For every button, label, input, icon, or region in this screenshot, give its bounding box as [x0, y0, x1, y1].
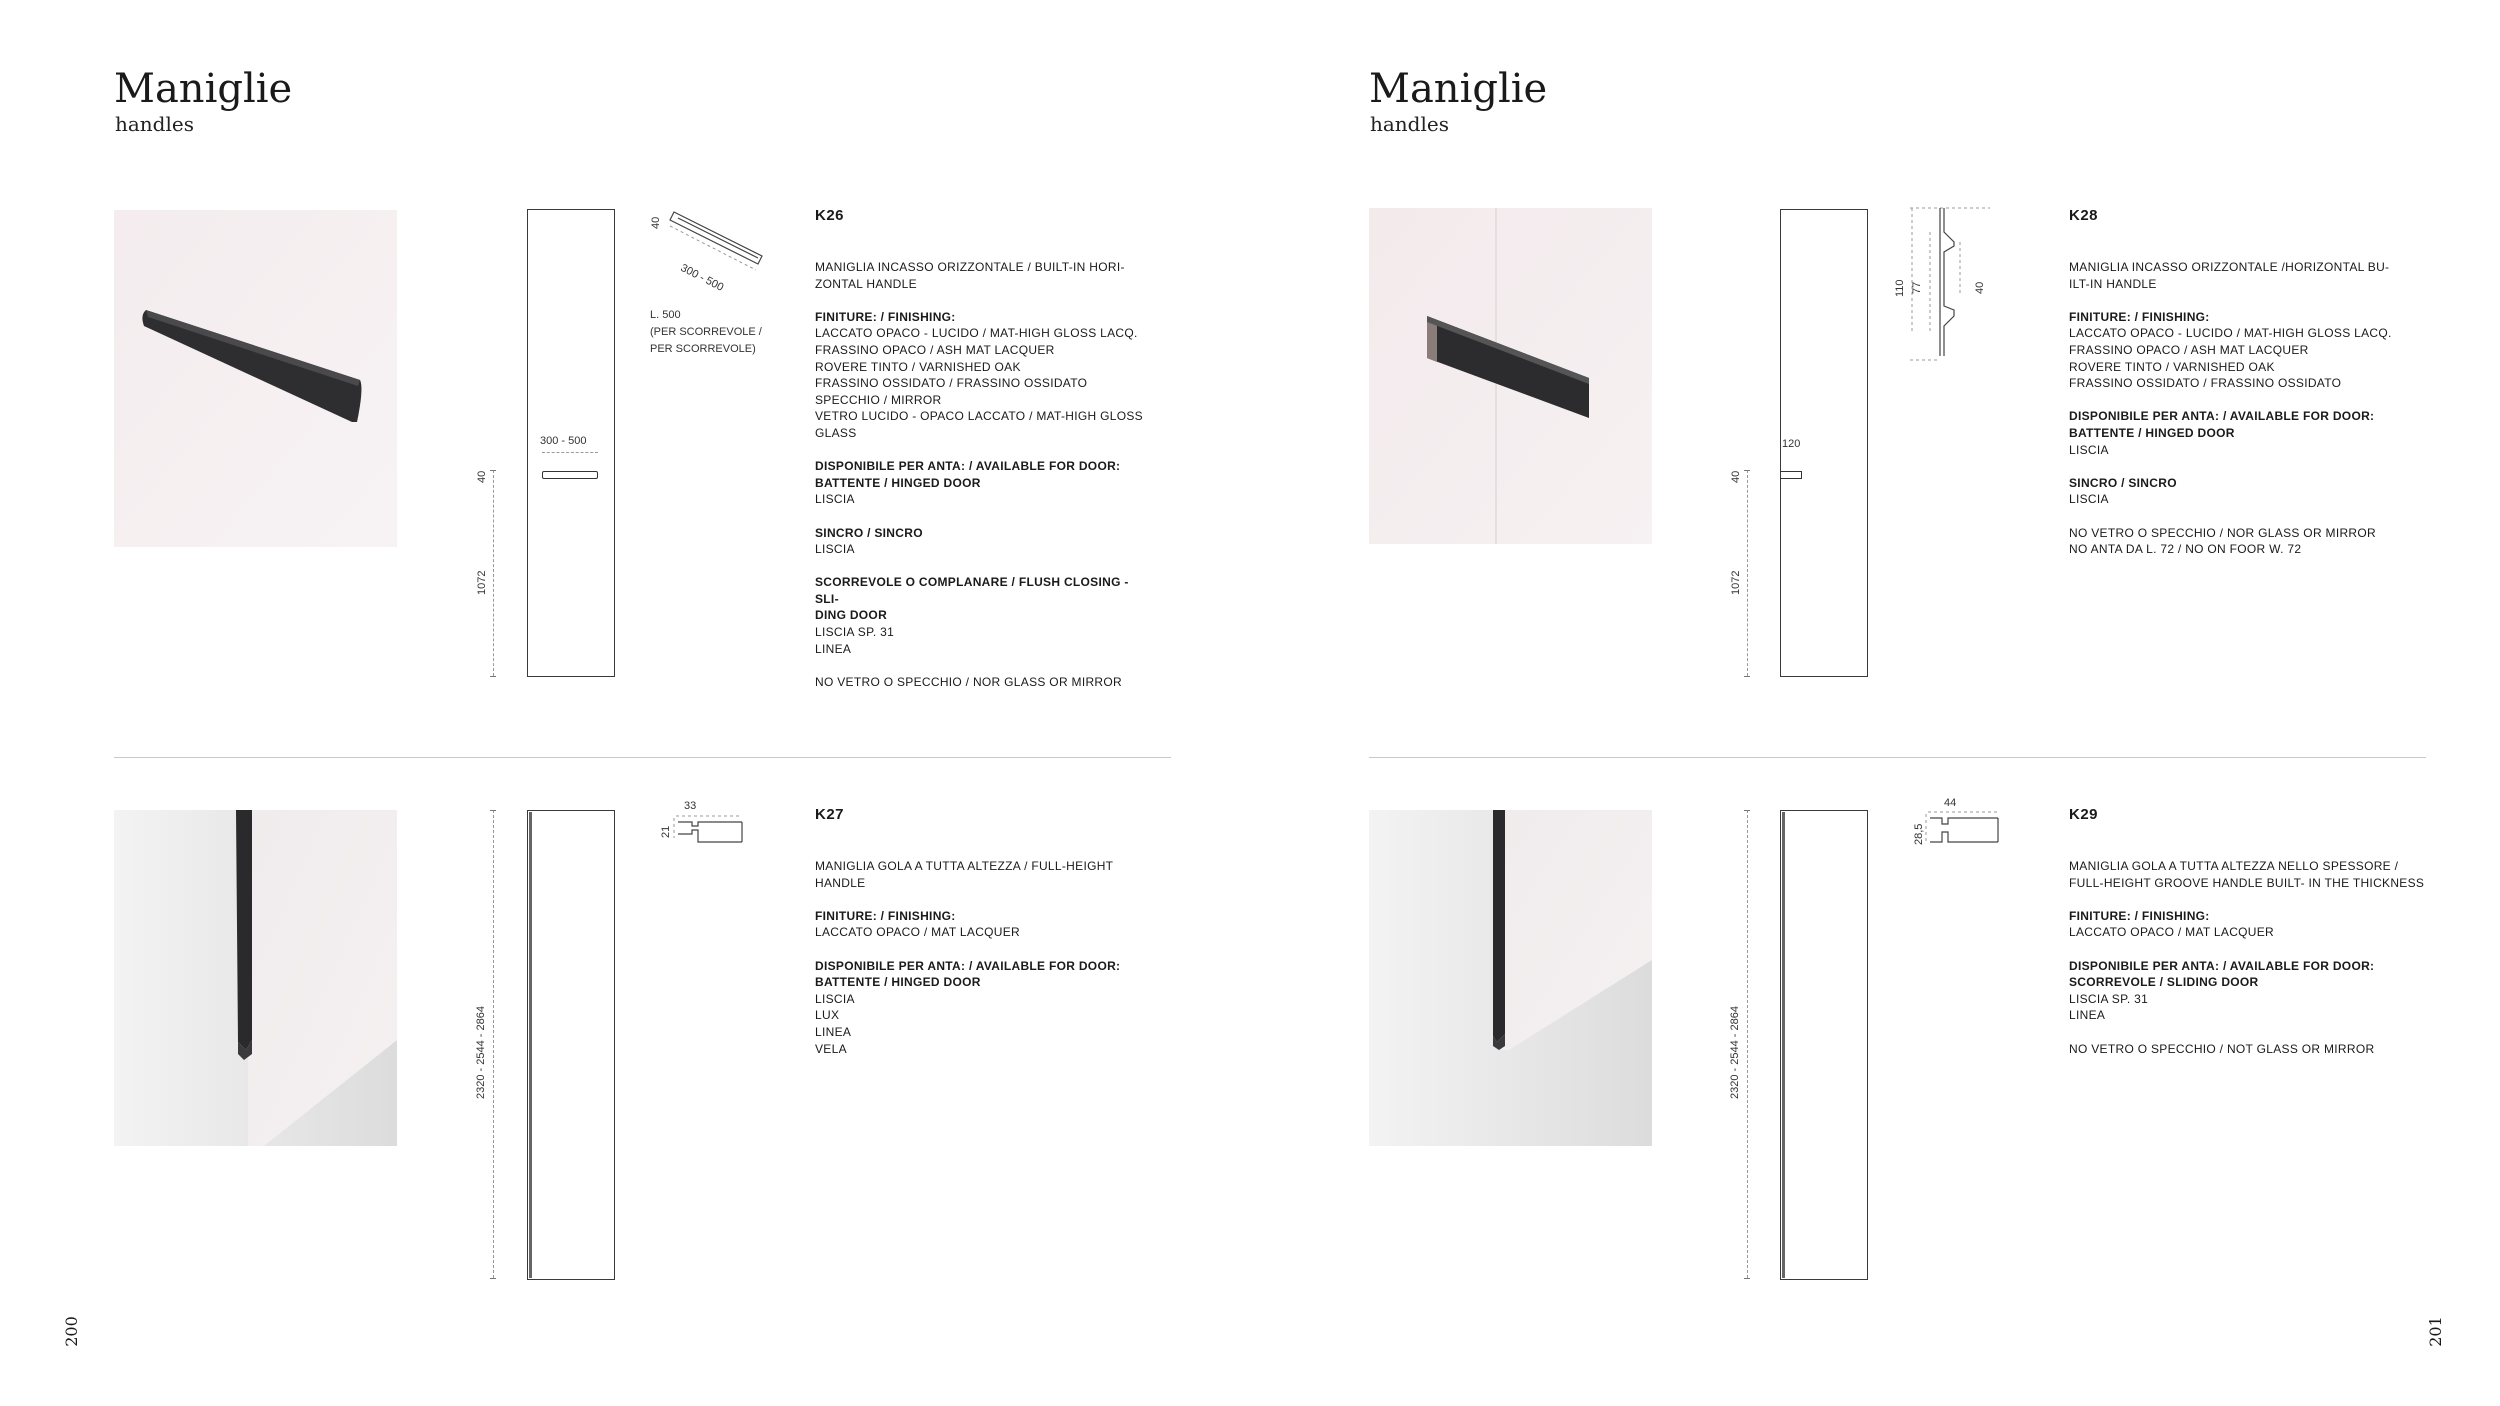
k26-dim-40: 40 [476, 470, 488, 483]
k26-availability-item: LISCIA [815, 492, 855, 507]
k29-dim-height: 2320 - 2544 - 2864 [1729, 1006, 1741, 1099]
k27-door-groove [529, 812, 532, 1278]
k26-finish-item: GLASS [815, 425, 857, 440]
right-page-number: 201 [2425, 1316, 2445, 1347]
k28-profile-dim-77: 77 [1911, 281, 1923, 294]
k27-code: K27 [815, 806, 845, 823]
k26-finish-item: VETRO LUCIDO - OPACO LACCATO / MAT-HIGH GLOSS [815, 409, 1143, 424]
k28-availability-heading: BATTENTE / HINGED DOOR [2069, 425, 2235, 440]
k27-spec-block [815, 858, 1155, 1074]
k29-availability-item: LISCIA SP. 31 [2069, 991, 2149, 1006]
k27-dim-height: 2320 - 2544 - 2864 [475, 1006, 487, 1099]
k26-product-photo [114, 210, 397, 547]
k26-scorrevole-item: LINEA [815, 641, 852, 656]
k27-door-drawing [527, 810, 615, 1280]
k29-desc-line: FULL-HEIGHT GROOVE HANDLE BUILT- IN THE THICKNESS [2069, 875, 2425, 890]
k26-desc-line: MANIGLIA INCASSO ORIZZONTALE / BUILT-IN HORI- [815, 260, 1125, 274]
k28-dim-120: 120 [1782, 438, 1801, 450]
k26-dim-tick [490, 470, 496, 471]
k28-finish-item: FRASSINO OPACO / ASH MAT LACQUER [2069, 342, 2309, 357]
k26-profile-dim-length: 300 - 500 [678, 262, 726, 294]
k26-profile-drawing [650, 206, 770, 286]
k28-finish-item: LACCATO OPACO - LUCIDO / MAT-HIGH GLOSS LACQ. [2069, 326, 2392, 341]
k28-availability-item: LISCIA [2069, 442, 2109, 457]
k28-desc-line: ILT-IN HANDLE [2069, 276, 2157, 291]
k26-note-l500: L. 500 [650, 309, 681, 321]
k29-dim-vertical-line [1747, 810, 1748, 1278]
k26-finish-heading: FINITURE: / FINISHING: [815, 309, 956, 324]
k26-dim-handle-length: 300 - 500 [540, 435, 587, 447]
k28-sincro-heading: SINCRO / SINCRO [2069, 475, 2177, 490]
k29-dim-tick [1744, 1278, 1750, 1279]
k29-availability-item: LINEA [2069, 1008, 2106, 1023]
k26-spec-block [815, 259, 1155, 707]
k26-finish-item: LACCATO OPACO - LUCIDO / MAT-HIGH GLOSS LACQ. [815, 326, 1138, 341]
k29-profile-dim-28: 28,5 [1913, 823, 1925, 845]
k27-dim-tick [490, 1278, 496, 1279]
k28-desc-line: MANIGLIA INCASSO ORIZZONTALE /HORIZONTAL BU- [2069, 260, 2390, 274]
k26-note: NO VETRO O SPECCHIO / NOR GLASS OR MIRROR [815, 674, 1123, 689]
k28-dim-40: 40 [1730, 470, 1742, 483]
k29-profile-drawing [1922, 808, 2002, 852]
k28-door-handle [1780, 471, 1802, 479]
k26-dim-line [542, 452, 598, 453]
k26-sincro-item: LISCIA [815, 542, 855, 557]
k26-finish-item: ROVERE TINTO / VARNISHED OAK [815, 359, 1021, 374]
k27-finish-item: LACCATO OPACO / MAT LACQUER [815, 925, 1021, 940]
k28-spec-block [2069, 259, 2409, 574]
k29-finish-item: LACCATO OPACO / MAT LACQUER [2069, 925, 2275, 940]
k27-availability-item: LUX [815, 1008, 840, 1023]
k26-availability-heading: DISPONIBILE PER ANTA: / AVAILABLE FOR DOOR: [815, 459, 1121, 474]
k27-profile-dim-33: 33 [684, 800, 697, 812]
k28-dim-tick [1744, 470, 1750, 471]
k26-door-handle [542, 471, 598, 479]
k26-note-scorrevole-2: PER SCORREVOLE) [650, 343, 756, 355]
k26-dim-vertical-line [493, 470, 494, 676]
k28-profile-dim-110: 110 [1894, 279, 1906, 297]
left-page-title: Maniglie [114, 66, 293, 112]
k26-dim-tick [490, 676, 496, 677]
k26-dim-1072: 1072 [476, 570, 488, 595]
k29-finish-heading: FINITURE: / FINISHING: [2069, 908, 2210, 923]
k27-dim-tick [490, 810, 496, 811]
k26-profile-dim-40: 40 [650, 216, 662, 229]
k28-sincro-item: LISCIA [2069, 492, 2109, 507]
k29-note: NO VETRO O SPECCHIO / NOT GLASS OR MIRROR [2069, 1041, 2375, 1056]
k29-spec-block [2069, 858, 2429, 1074]
k28-availability-heading: DISPONIBILE PER ANTA: / AVAILABLE FOR DOOR: [2069, 409, 2375, 424]
k26-scorrevole-heading: DING DOOR [815, 608, 888, 623]
left-section-divider [114, 757, 1171, 758]
k27-dim-vertical-line [493, 810, 494, 1278]
right-page-title: Maniglie [1369, 66, 1548, 112]
right-page-subtitle: handles [1370, 112, 1449, 136]
k28-dim-tick [1744, 676, 1750, 677]
k28-code: K28 [2069, 207, 2099, 224]
k27-availability-item: VELA [815, 1041, 847, 1056]
k27-availability-item: LINEA [815, 1024, 852, 1039]
k28-profile-dim-40: 40 [1974, 281, 1986, 294]
k27-finish-heading: FINITURE: / FINISHING: [815, 908, 956, 923]
k26-scorrevole-item: LISCIA SP. 31 [815, 625, 895, 640]
k28-finish-item: FRASSINO OSSIDATO / FRASSINO OSSIDATO [2069, 376, 2342, 391]
k26-desc-line: ZONTAL HANDLE [815, 276, 917, 291]
k27-availability-heading: BATTENTE / HINGED DOOR [815, 975, 981, 990]
k26-finish-item: FRASSINO OSSIDATO / FRASSINO OSSIDATO [815, 376, 1088, 391]
k27-product-photo [114, 810, 397, 1146]
k29-availability-heading: SCORREVOLE / SLIDING DOOR [2069, 975, 2259, 990]
k26-note-scorrevole-1: (PER SCORREVOLE / [650, 326, 762, 338]
k27-profile-drawing [670, 812, 750, 852]
k26-code: K26 [815, 207, 845, 224]
k29-dim-tick [1744, 810, 1750, 811]
k28-finish-item: ROVERE TINTO / VARNISHED OAK [2069, 359, 2275, 374]
k29-door-drawing [1780, 810, 1868, 1280]
k28-note: NO ANTA DA L. 72 / NO ON FOOR W. 72 [2069, 542, 2302, 557]
k27-availability-item: LISCIA [815, 991, 855, 1006]
k28-product-photo [1369, 208, 1652, 544]
left-page-subtitle: handles [115, 112, 194, 136]
k27-desc-line: MANIGLIA GOLA A TUTTA ALTEZZA / FULL-HEIGHT [815, 859, 1114, 873]
k29-profile-dim-44: 44 [1944, 797, 1957, 809]
k29-code: K29 [2069, 806, 2099, 823]
k27-profile-dim-21: 21 [660, 825, 672, 838]
k27-desc-line: HANDLE [815, 875, 866, 890]
k26-finish-item: SPECCHIO / MIRROR [815, 392, 942, 407]
k28-finish-heading: FINITURE: / FINISHING: [2069, 309, 2210, 324]
k28-note: NO VETRO O SPECCHIO / NOR GLASS OR MIRROR [2069, 525, 2377, 540]
k27-availability-heading: DISPONIBILE PER ANTA: / AVAILABLE FOR DOOR: [815, 958, 1121, 973]
right-section-divider [1369, 757, 2426, 758]
k28-dim-vertical-line [1747, 470, 1748, 676]
left-page-number: 200 [61, 1316, 81, 1347]
k26-finish-item: FRASSINO OPACO / ASH MAT LACQUER [815, 342, 1055, 357]
k29-product-photo [1369, 810, 1652, 1146]
k26-availability-heading: BATTENTE / HINGED DOOR [815, 475, 981, 490]
k26-sincro-heading: SINCRO / SINCRO [815, 525, 923, 540]
k29-desc-line: MANIGLIA GOLA A TUTTA ALTEZZA NELLO SPESSORE / [2069, 859, 2399, 873]
k26-scorrevole-heading: SCORREVOLE O COMPLANARE / FLUSH CLOSING - SLI- [815, 575, 1129, 606]
k29-door-groove [1782, 812, 1785, 1278]
k29-availability-heading: DISPONIBILE PER ANTA: / AVAILABLE FOR DOOR: [2069, 958, 2375, 973]
k28-dim-1072: 1072 [1730, 570, 1742, 595]
